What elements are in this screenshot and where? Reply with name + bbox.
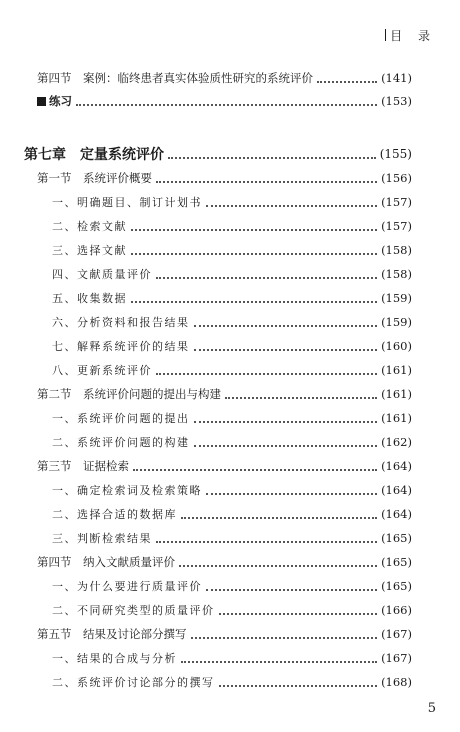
- dot-leader: [156, 372, 377, 375]
- toc-entry-item: [0, 239, 460, 261]
- toc-entry-section: [0, 551, 460, 573]
- dot-leader: [191, 636, 378, 639]
- toc-entry-title: 一、结果的合成与分析: [52, 652, 177, 665]
- toc-entry-item: [0, 431, 460, 453]
- toc-entry-title: 第三节 证据检索: [37, 459, 129, 473]
- dot-leader: [156, 276, 377, 279]
- toc-entry-item: [0, 479, 460, 501]
- toc-page-ref: (168): [381, 675, 412, 689]
- square-bullet-icon: [37, 97, 46, 106]
- dot-leader: [206, 492, 377, 495]
- dot-leader: [179, 564, 377, 567]
- toc-entry-item: [0, 311, 460, 333]
- toc-page-ref: (157): [381, 195, 412, 209]
- toc-page-ref: (156): [381, 171, 412, 185]
- toc-page-ref: (167): [381, 651, 412, 665]
- toc-entry-title: 八、更新系统评价: [52, 364, 152, 377]
- dot-leader: [131, 228, 377, 231]
- dot-leader: [219, 684, 378, 687]
- toc-entry-chapter: [0, 143, 460, 165]
- dot-leader: [181, 660, 377, 663]
- toc-page-ref: (157): [381, 219, 412, 233]
- dot-leader: [219, 612, 378, 615]
- toc-entry-item: [0, 527, 460, 549]
- toc-entry-item: [0, 335, 460, 357]
- toc-entry-title: [0, 93, 72, 109]
- toc-entry-section: [0, 455, 460, 477]
- toc-entry-title: 二、不同研究类型的质量评价: [52, 604, 215, 617]
- dot-leader: [206, 588, 377, 591]
- toc-entry-item: [0, 359, 460, 381]
- toc-page-ref: (160): [381, 339, 412, 353]
- toc-entry-item: [0, 263, 460, 285]
- toc-entry-title: 二、系统评价讨论部分的撰写: [52, 676, 215, 689]
- dot-leader: [317, 80, 377, 83]
- dot-leader: [225, 396, 377, 399]
- dot-leader: [131, 252, 377, 255]
- toc-entry-text: 练习: [49, 94, 72, 108]
- toc-page-ref: (165): [381, 579, 412, 593]
- toc-entry-title: 一、为什么要进行质量评价: [52, 580, 202, 593]
- toc-entry-item: [0, 671, 460, 693]
- toc-entry-item: [0, 215, 460, 237]
- toc-entry-title: 一、确定检索词及检索策略: [52, 484, 202, 497]
- dot-leader: [194, 420, 378, 423]
- toc-page-ref: (164): [381, 459, 412, 473]
- dot-leader: [181, 516, 377, 519]
- toc-page-ref: (165): [381, 531, 412, 545]
- dot-leader: [194, 444, 378, 447]
- toc-entry-title: 二、系统评价问题的构建: [52, 436, 190, 449]
- toc-entry-title: 第五节 结果及讨论部分撰写: [37, 627, 187, 641]
- toc-entry-title: 七、解释系统评价的结果: [52, 340, 190, 353]
- toc-entry-title: 一、明确题目、制订计划书: [52, 196, 202, 209]
- dot-leader: [194, 324, 378, 327]
- toc-entry-title: 第四节 案例：临终患者真实体验质性研究的系统评价: [37, 71, 313, 85]
- toc-page-ref: (161): [381, 387, 412, 401]
- toc-entry-title: 三、选择文献: [52, 244, 127, 257]
- toc-entry-item: [0, 503, 460, 525]
- toc-entry-title: 第四节 纳入文献质量评价: [37, 555, 175, 569]
- toc-entry-section: [0, 623, 460, 645]
- dot-leader: [156, 180, 377, 183]
- toc-page-ref: (158): [381, 267, 412, 281]
- toc-entry-item: [0, 647, 460, 669]
- toc-entry-item: [0, 575, 460, 597]
- dot-leader: [168, 156, 376, 159]
- toc-page-ref: (161): [381, 363, 412, 377]
- running-header: [385, 27, 436, 44]
- page-number: 5: [427, 701, 436, 716]
- toc-entry-title: 五、收集数据: [52, 292, 127, 305]
- toc-entry-exercise: [0, 90, 460, 112]
- toc-page-ref: (153): [381, 94, 412, 108]
- toc-entry-title: 六、分析资料和报告结果: [52, 316, 190, 329]
- dot-leader: [156, 540, 377, 543]
- toc-page-ref: (164): [381, 507, 412, 521]
- toc-page-ref: (166): [381, 603, 412, 617]
- toc-entry-item: [0, 599, 460, 621]
- toc-page-ref: (155): [379, 147, 412, 161]
- dot-leader: [133, 468, 377, 471]
- toc-entry-title: 第七章 定量系统评价: [24, 147, 164, 163]
- header-divider: [385, 29, 386, 41]
- toc-page-ref: (159): [381, 315, 412, 329]
- toc-entry-item: [0, 191, 460, 213]
- toc-page-ref: (159): [381, 291, 412, 305]
- toc-entry-title: 一、系统评价问题的提出: [52, 412, 190, 425]
- toc-page-ref: (162): [381, 435, 412, 449]
- dot-leader: [76, 103, 377, 106]
- toc-entry-title: 三、判断检索结果: [52, 532, 152, 545]
- toc-entry-item: [0, 287, 460, 309]
- dot-leader: [131, 300, 377, 303]
- toc-page-ref: (164): [381, 483, 412, 497]
- toc-page-ref: (141): [381, 71, 412, 85]
- toc-entry-section: [0, 67, 460, 89]
- toc-page-ref: (165): [381, 555, 412, 569]
- dot-leader: [194, 348, 378, 351]
- toc-entry-title: 四、文献质量评价: [52, 268, 152, 281]
- toc-entry-title: 第一节 系统评价概要: [37, 171, 152, 185]
- toc-entry-section: [0, 167, 460, 189]
- dot-leader: [206, 204, 377, 207]
- toc-page-ref: (158): [381, 243, 412, 257]
- toc-page-ref: (167): [381, 627, 412, 641]
- toc-entry-section: [0, 383, 460, 405]
- toc-entry-title: 二、选择合适的数据库: [52, 508, 177, 521]
- header-title: 目 录: [390, 29, 436, 43]
- toc-entry-title: 第二节 系统评价问题的提出与构建: [37, 387, 221, 401]
- toc-entry-title: 二、检索文献: [52, 220, 127, 233]
- toc-entry-item: [0, 407, 460, 429]
- toc-page-ref: (161): [381, 411, 412, 425]
